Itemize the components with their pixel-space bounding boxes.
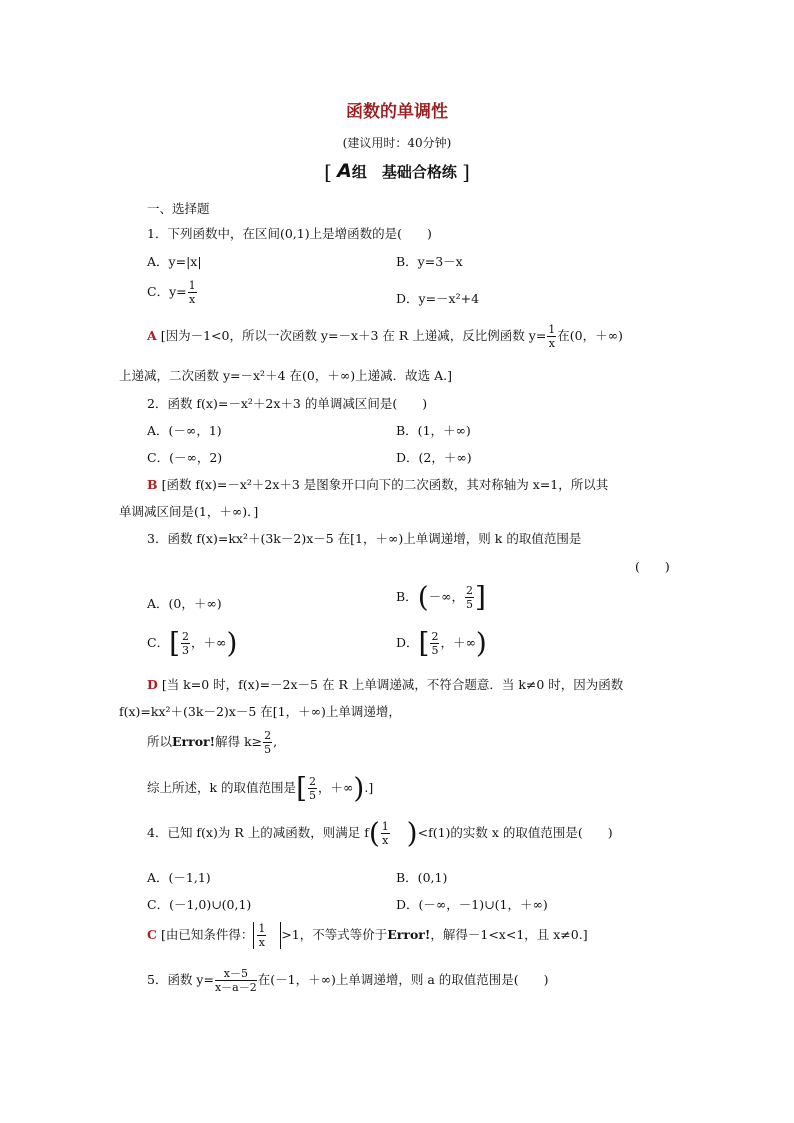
- q4-stem: 4．已知 f(x)为 R 上的减函数，则满足 f( $\frac{1}{x}$ )<f(1)的实数 x 的取值范围是( ): [147, 816, 613, 850]
- q1-option-b: B．y=3－x: [396, 254, 463, 269]
- q3-solution-line3: 所以Error!解得 k≥ $\frac{2}{5}$ ,: [147, 729, 278, 756]
- q5-stem: 5．函数 y= $\frac{x-5}{x-a-2}$ 在(－1，＋∞)上单调递增，则 a 的取值范围是( ): [147, 967, 549, 994]
- q1-option-c-label: C．y=: [147, 284, 187, 299]
- suggested-time: (建议用时：40分钟): [342, 136, 452, 150]
- q3-stem: 3．函数 f(x)=kx²＋(3k－2)x－5 在[1，＋∞)上单调递增，则 k 的取值范围是: [147, 531, 582, 546]
- q3-option-b: B．(－∞， $\frac{2}{5}$ ]: [396, 580, 486, 614]
- q4-option-d: D．(－∞，－1)∪(1，＋∞): [396, 897, 548, 912]
- q3-solution-line2: f(x)=kx²＋(3k－2)x－5 在[1，＋∞)上单调递增，: [119, 704, 401, 719]
- group-bracket-left: [: [324, 160, 332, 184]
- q1-answer: A: [147, 328, 157, 343]
- q4-solution-abs: $\frac{1}{x}$: [253, 922, 281, 949]
- q3-answer: D: [147, 677, 158, 692]
- q3-solution-line1: D [当 k=0 时，f(x)=－2x－5 在 R 上单调递减，不符合题意．当 k≠0 时，因为函数: [147, 677, 624, 692]
- q1-stem: 1．下列函数中，在区间(0,1)上是增函数的是( ): [147, 226, 432, 241]
- q2-solution-line2: 单调减区间是(1，＋∞)．]: [119, 504, 259, 519]
- q1-option-a: A．y=|x|: [147, 254, 202, 269]
- q1-solution-line1: A [因为－1<0，所以一次函数 y=－x＋3 在 R 上递减，反比例函数 y= $\frac{1}{x}$ 在(0，＋∞): [147, 323, 623, 350]
- group-header: [0, 160, 794, 184]
- q1-option-d: D．y=－x²+4: [396, 291, 480, 306]
- q2-option-b: B．(1，＋∞): [396, 423, 471, 438]
- q4-solution: C [由已知条件得： $\frac{1}{x}$ >1，不等式等价于Error!，解得－1<x<1，且 x≠0.]: [147, 922, 588, 949]
- q3-option-a: A．(0，＋∞): [147, 596, 222, 611]
- group-label: 组 基础合格练: [351, 163, 457, 181]
- q2-stem: 2．函数 f(x)=－x²＋2x＋3 的单调减区间是( ): [147, 396, 428, 411]
- section-heading: 一、选择题: [147, 201, 210, 216]
- q1-solution-fraction: $\frac{1}{x}$: [548, 323, 556, 350]
- q3-answer-paren: ( ): [635, 559, 670, 574]
- group-bracket-right: ]: [462, 160, 470, 184]
- q2-option-a: A．(－∞，1): [147, 423, 222, 438]
- q1-option-c: [147, 279, 198, 306]
- q3-option-d: D．[ $\frac{2}{5}$ ，＋∞): [396, 626, 487, 660]
- q2-solution-line1: B [函数 f(x)=－x²＋2x＋3 是图象开口向下的二次函数，其对称轴为 x=1，所以其: [147, 477, 609, 492]
- q1-solution-line2: 上递减，二次函数 y=－x²＋4 在(0，＋∞)上递减．故选 A.]: [119, 368, 452, 383]
- q4-answer: C: [147, 927, 157, 942]
- q2-answer: B: [147, 477, 158, 492]
- q1-option-c-fraction: $\frac{1}{x}$: [188, 279, 196, 306]
- q2-option-c: C．(－∞，2): [147, 450, 223, 465]
- group-letter: A: [337, 160, 352, 182]
- q2-option-d: D．(2，＋∞): [396, 450, 472, 465]
- q4-option-c: C．(－1,0)∪(0,1): [147, 897, 252, 912]
- q3-solution-line4: 综上所述，k 的取值范围是[ $\frac{2}{5}$ ，＋∞).]: [147, 771, 374, 805]
- page-title: 函数的单调性: [346, 102, 448, 122]
- q3-option-c: C．[ $\frac{2}{3}$ ，＋∞): [147, 626, 238, 660]
- q4-option-b: B．(0,1): [396, 870, 448, 885]
- q4-option-a: A．(－1,1): [147, 870, 211, 885]
